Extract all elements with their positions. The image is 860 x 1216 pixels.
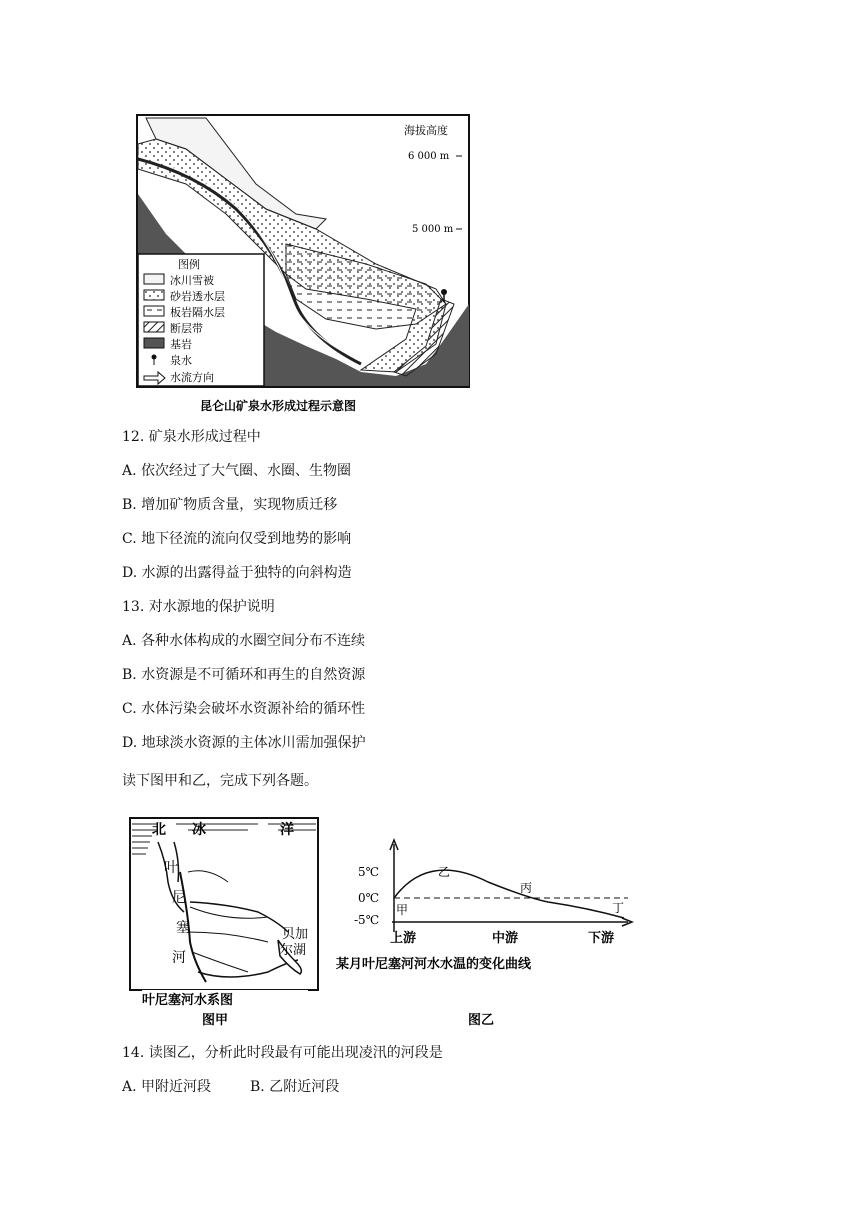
- lake-label-2: 尔湖: [280, 943, 307, 958]
- section-intro: 读下图甲和乙，完成下列各题。: [122, 773, 318, 789]
- spring-icon: [441, 289, 447, 295]
- river-char-4: 河: [172, 950, 186, 966]
- mineral-water-diagram: [136, 114, 472, 418]
- legend-title: 图例: [178, 258, 200, 271]
- legend-flow: 水流方向: [170, 371, 214, 384]
- legend-glacier: 冰川雪被: [170, 274, 214, 287]
- legend-fault: 断层带: [170, 322, 203, 335]
- yenisei-figures: [128, 812, 654, 1032]
- figure-jia-caption: 叶尼塞河水系图: [142, 993, 234, 1008]
- point-yi: 乙: [438, 865, 451, 879]
- river-char-2: 尼: [172, 890, 186, 906]
- figure1-caption: 昆仑山矿泉水形成过程示意图: [200, 399, 357, 413]
- ocean-label-north: 北: [152, 822, 166, 838]
- figure-yi-caption: 某月叶尼塞河河水水温的变化曲线: [336, 957, 532, 972]
- q13-option-d[interactable]: D. 地球淡水资源的主体冰川需加强保护: [122, 735, 366, 751]
- x-label-midstream: 中游: [492, 931, 519, 946]
- y-label-0: 0℃: [358, 891, 380, 905]
- y-label-5: 5℃: [358, 865, 380, 879]
- figure-jia-label: 图甲: [202, 1013, 229, 1028]
- q13-option-a[interactable]: A. 各种水体构成的水圈空间分布不连续: [122, 633, 366, 649]
- figure-jia-map: [130, 818, 318, 1028]
- point-jia: 甲: [396, 903, 409, 917]
- altitude-6000: 6 000 m: [408, 151, 450, 162]
- q13-option-b[interactable]: B. 水资源是不可循环和再生的自然资源: [122, 667, 366, 683]
- question-14-stem: 14. 读图乙，分析此时段最有可能出现凌汛的河段是: [122, 1045, 443, 1061]
- q13-option-c[interactable]: C. 水体污染会破坏水资源补给的循环性: [122, 701, 366, 717]
- point-bing: 丙: [520, 881, 533, 895]
- water-temp-curve: [394, 870, 624, 918]
- x-label-upstream: 上游: [390, 931, 417, 946]
- q12-option-c[interactable]: C. 地下径流的流向仅受到地势的影响: [122, 531, 352, 547]
- river-char-3: 塞: [176, 920, 190, 936]
- question-13-stem: 13. 对水源地的保护说明: [122, 599, 275, 615]
- ocean-label-sea: 洋: [280, 822, 294, 838]
- point-ding: 丁: [612, 901, 625, 915]
- q12-option-b[interactable]: B. 增加矿物质含量，实现物质迁移: [122, 497, 338, 513]
- legend-bedrock: 基岩: [170, 338, 192, 351]
- q12-option-a[interactable]: A. 依次经过了大气圈、水圈、生物圈: [122, 463, 352, 479]
- q14-option-b[interactable]: B. 乙附近河段: [250, 1079, 340, 1095]
- lake-label-1: 贝加: [282, 927, 309, 942]
- figure-yi-chart: [336, 840, 632, 1028]
- legend-spring: 泉水: [170, 354, 192, 367]
- y-label-minus5: -5℃: [354, 913, 380, 927]
- river-char-1: 叶: [164, 860, 178, 876]
- q14-option-a[interactable]: A. 甲附近河段: [122, 1079, 212, 1095]
- legend-sandstone: 砂岩透水层: [170, 290, 225, 303]
- ocean-label-ice: 冰: [192, 822, 206, 838]
- question-12-stem: 12. 矿泉水形成过程中: [122, 429, 261, 445]
- altitude-5000: 5 000 m: [412, 224, 454, 235]
- legend-slate: 板岩隔水层: [170, 306, 225, 319]
- altitude-title: 海拔高度: [404, 124, 448, 137]
- x-label-downstream: 下游: [588, 931, 615, 946]
- figure-yi-label: 图乙: [468, 1013, 495, 1028]
- q12-option-d[interactable]: D. 水源的出露得益于独特的向斜构造: [122, 565, 352, 581]
